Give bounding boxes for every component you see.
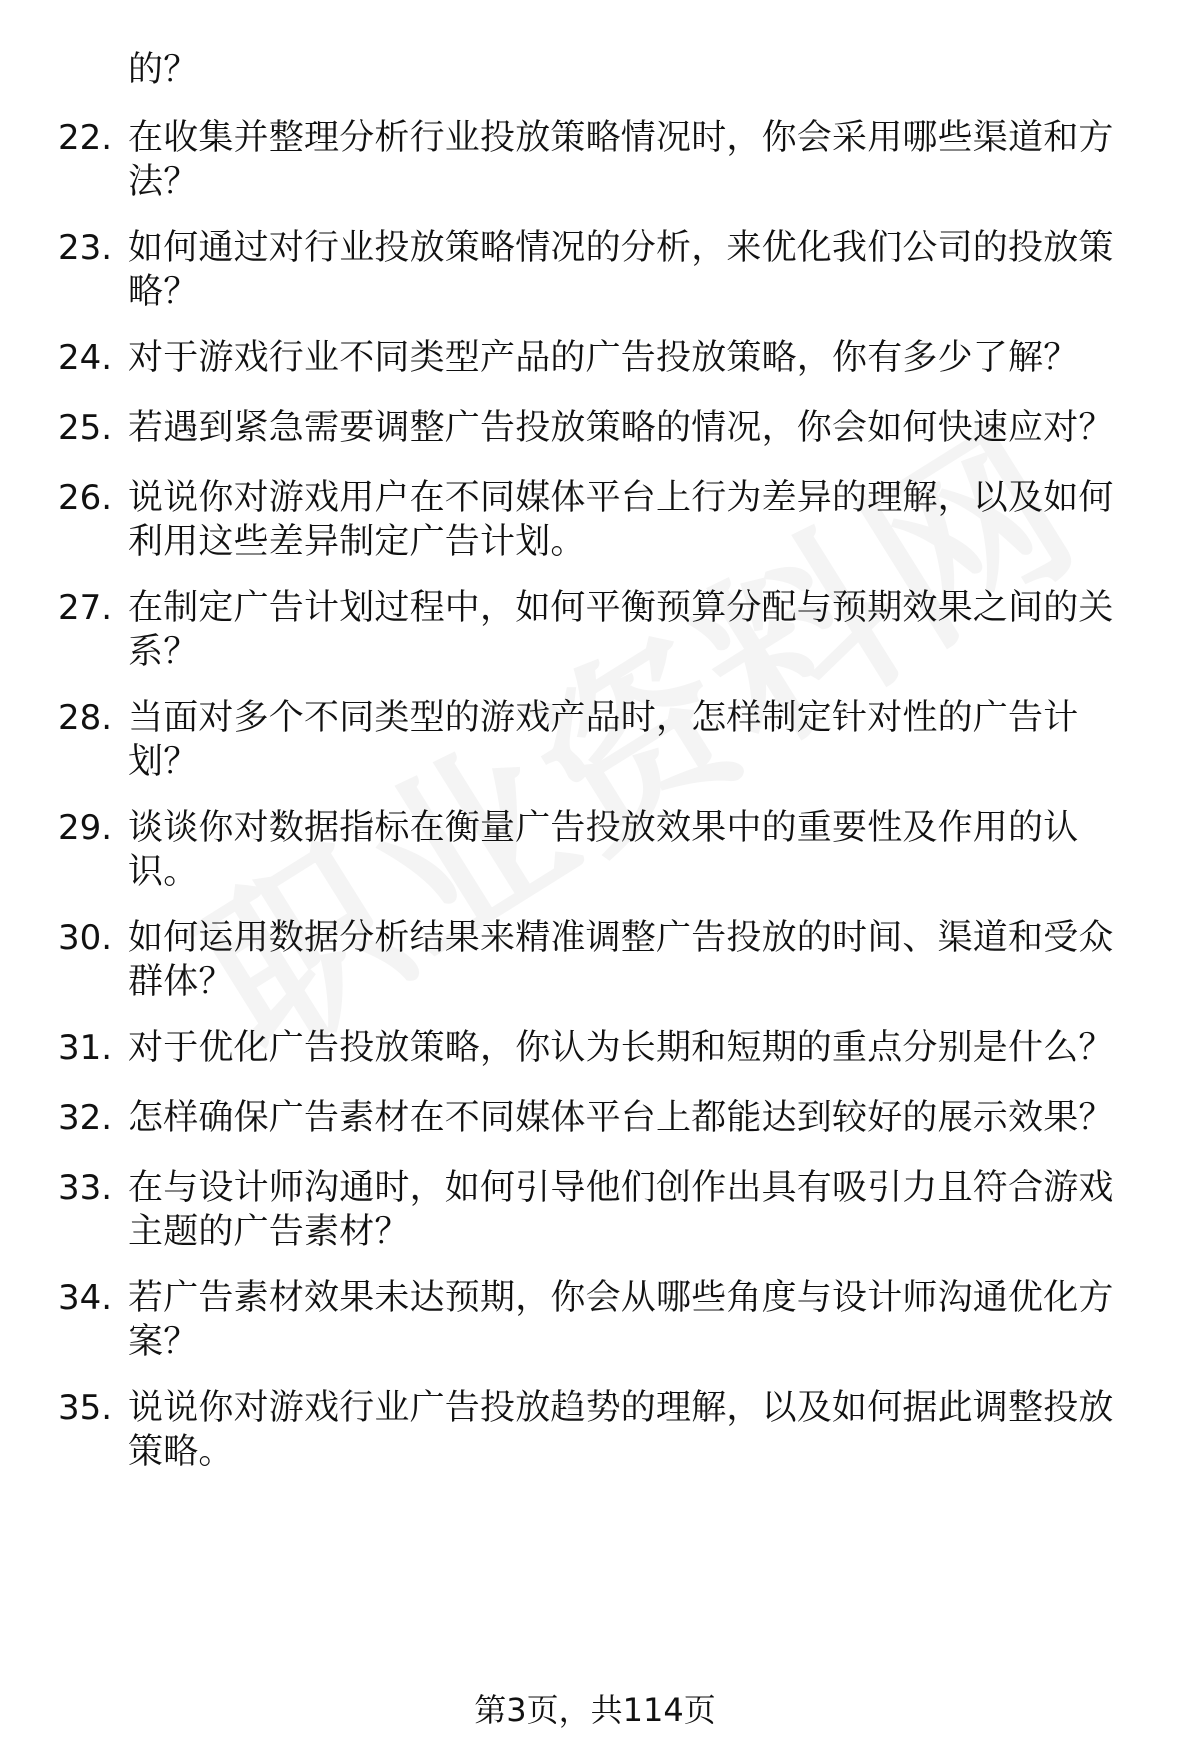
question-text: 对于优化广告投放策略，你认为长期和短期的重点分别是什么？ [128, 1028, 1114, 1068]
question-text-cont: 群体？ [128, 962, 234, 1002]
question-text-cont: 划？ [128, 742, 199, 782]
question-text: 怎样确保广告素材在不同媒体平台上都能达到较好的展示效果？ [128, 1098, 1114, 1138]
question-number: 29. [58, 808, 113, 848]
continuation-text: 的？ [128, 50, 199, 90]
question-text: 谈谈你对数据指标在衡量广告投放效果中的重要性及作用的认 [128, 808, 1079, 848]
question-number: 33. [58, 1168, 113, 1208]
question-number: 28. [58, 698, 113, 738]
question-text-cont: 系？ [128, 632, 199, 672]
question-text-cont: 利用这些差异制定广告计划。 [128, 522, 586, 562]
question-text: 如何通过对行业投放策略情况的分析，来优化我们公司的投放策 [128, 228, 1114, 268]
question-text-cont: 略？ [128, 272, 199, 312]
question-text-cont: 法？ [128, 162, 199, 202]
question-number: 27. [58, 588, 113, 628]
question-number: 31. [58, 1028, 113, 1068]
question-text: 如何运用数据分析结果来精准调整广告投放的时间、渠道和受众 [128, 918, 1114, 958]
question-number: 30. [58, 918, 113, 958]
question-text-cont: 识。 [128, 852, 199, 892]
question-number: 26. [58, 478, 113, 518]
question-text: 若广告素材效果未达预期，你会从哪些角度与设计师沟通优化方 [128, 1278, 1114, 1318]
question-text: 在与设计师沟通时，如何引导他们创作出具有吸引力且符合游戏 [128, 1168, 1114, 1208]
question-number: 25. [58, 408, 113, 448]
question-number: 34. [58, 1278, 113, 1318]
question-text-cont: 策略。 [128, 1432, 234, 1472]
question-text-cont: 案？ [128, 1322, 199, 1362]
question-number: 22. [58, 118, 113, 158]
question-text: 在收集并整理分析行业投放策略情况时，你会采用哪些渠道和方 [128, 118, 1114, 158]
question-text: 在制定广告计划过程中，如何平衡预算分配与预期效果之间的关 [128, 588, 1114, 628]
page-footer: 第3页，共114页 [474, 1691, 716, 1729]
question-text: 说说你对游戏行业广告投放趋势的理解，以及如何据此调整投放 [128, 1388, 1114, 1428]
question-text-cont: 主题的广告素材？ [128, 1212, 410, 1252]
question-number: 35. [58, 1388, 113, 1428]
question-text: 当面对多个不同类型的游戏产品时，怎样制定针对性的广告计 [128, 698, 1079, 738]
question-text: 说说你对游戏用户在不同媒体平台上行为差异的理解，以及如何 [128, 478, 1114, 518]
question-number: 23. [58, 228, 113, 268]
question-number: 32. [58, 1098, 113, 1138]
question-text: 若遇到紧急需要调整广告投放策略的情况，你会如何快速应对？ [128, 408, 1114, 448]
question-text: 对于游戏行业不同类型产品的广告投放策略，你有多少了解？ [128, 338, 1079, 378]
question-number: 24. [58, 338, 113, 378]
